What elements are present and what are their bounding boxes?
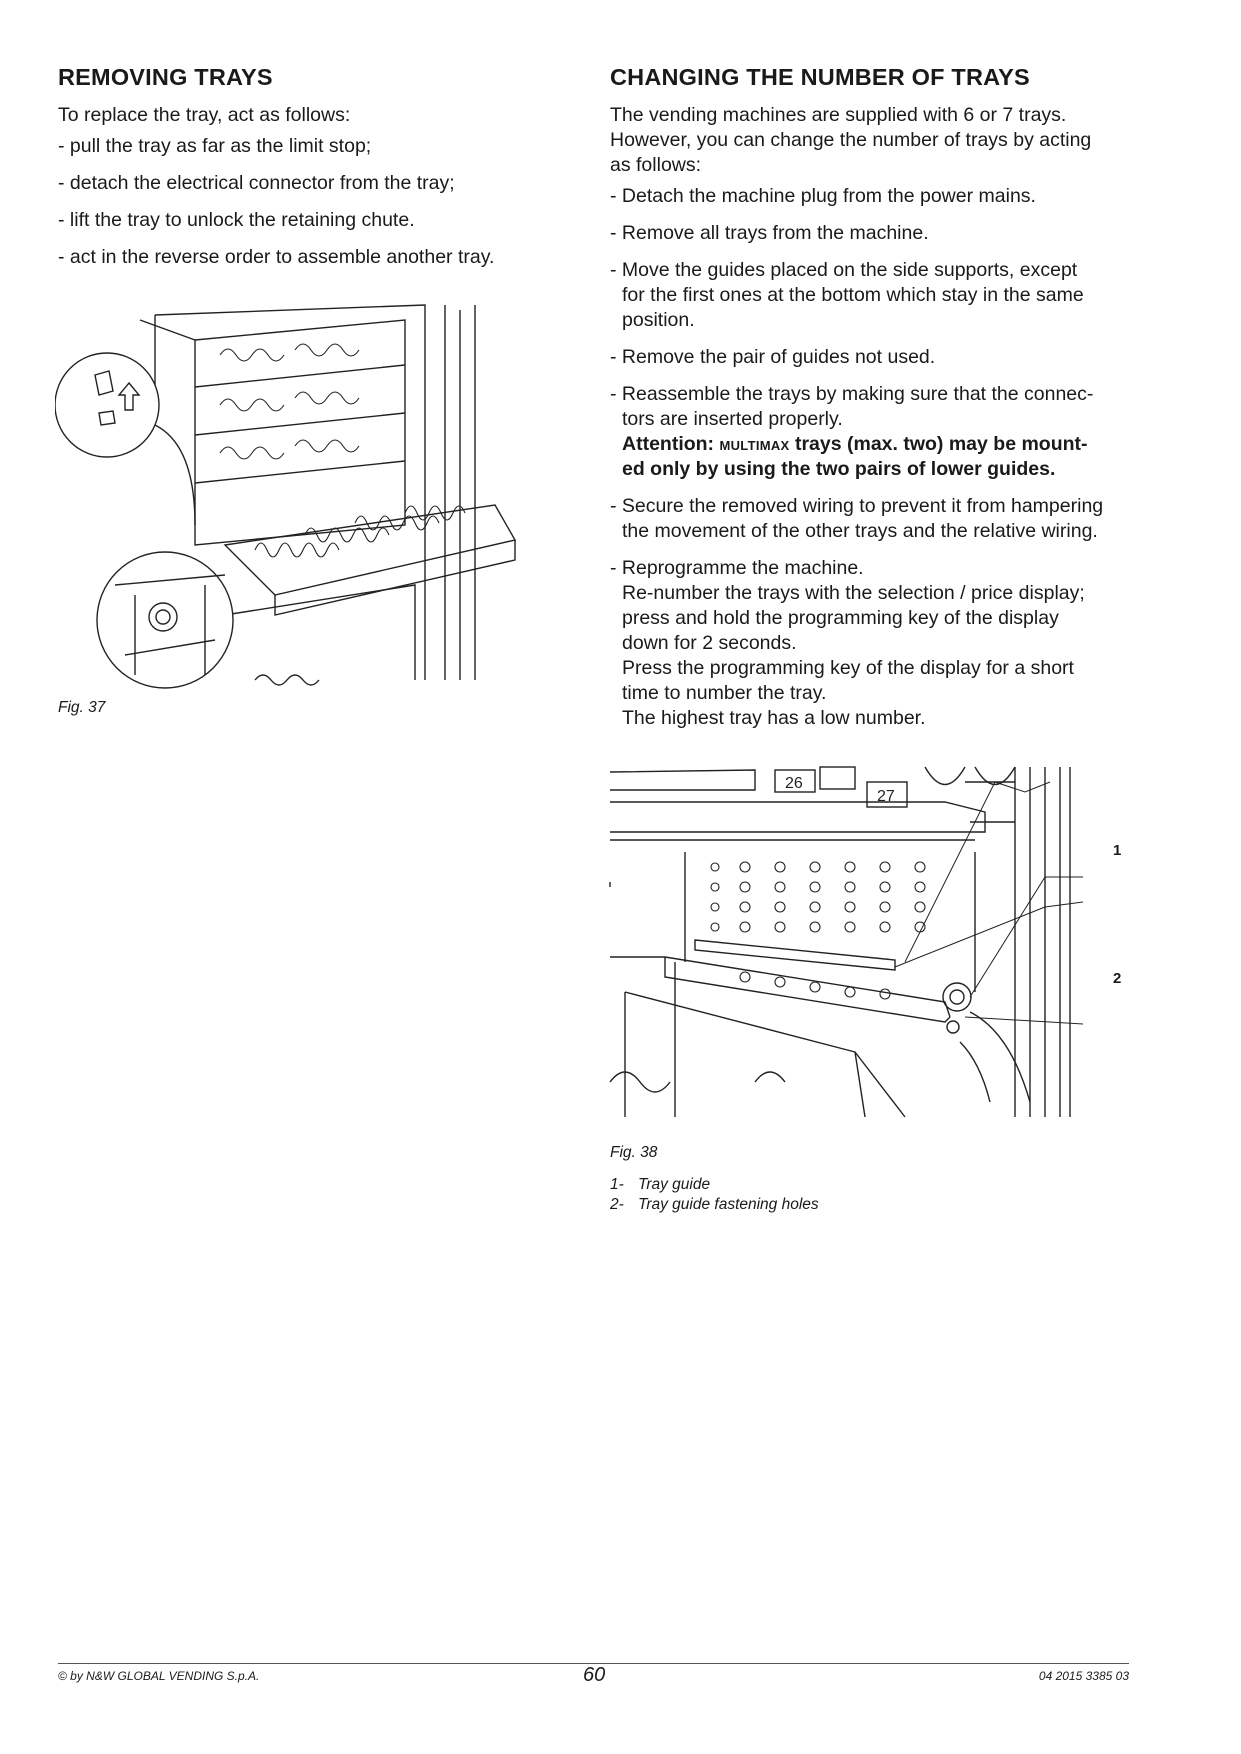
step-item: - lift the tray to unlock the retaining chute. bbox=[58, 209, 415, 231]
attention-label: Attention: bbox=[622, 433, 715, 455]
intro-text: To replace the tray, act as follows: bbox=[58, 104, 351, 126]
legend-num: 2- bbox=[610, 1196, 624, 1213]
step-item-cont: for the first ones at the bottom which stay in the same bbox=[622, 284, 1084, 306]
step-item-cont: the movement of the other trays and the relative wiring. bbox=[622, 520, 1098, 542]
step-item: - Secure the removed wiring to prevent it from hampering bbox=[610, 495, 1104, 517]
tray-number-27: 27 bbox=[877, 788, 895, 805]
step-item: - Detach the machine plug from the power mains. bbox=[610, 185, 1036, 207]
step-item-cont: press and hold the programming key of the display bbox=[622, 607, 1059, 629]
callout-line-2 bbox=[970, 877, 1045, 997]
intro-line: as follows: bbox=[610, 154, 702, 176]
step-item: - pull the tray as far as the limit stop; bbox=[58, 135, 372, 157]
step-item-cont: position. bbox=[622, 309, 695, 331]
step-item: - Reprogramme the machine. bbox=[610, 557, 864, 579]
section-title: CHANGING THE NUMBER OF TRAYS bbox=[610, 64, 1030, 90]
step-item-cont: Re-number the trays with the selection / price display; bbox=[622, 582, 1085, 604]
tray-number-26: 26 bbox=[785, 775, 803, 792]
figure-caption: Fig. 37 bbox=[58, 699, 106, 716]
step-item-cont: time to number the tray. bbox=[622, 682, 827, 704]
callout-1: 1 bbox=[1113, 842, 1122, 859]
attention-text: trays (max. two) may be mount- bbox=[794, 433, 1088, 455]
attention-note-cont: ed only by using the two pairs of lower guides. bbox=[622, 458, 1056, 480]
legend-text: Tray guide bbox=[638, 1176, 711, 1193]
legend-num: 1- bbox=[610, 1176, 624, 1193]
step-item-cont: The highest tray has a low number. bbox=[622, 707, 926, 729]
step-item: - Move the guides placed on the side supports, except bbox=[610, 259, 1078, 281]
step-item: - act in the reverse order to assemble another tray. bbox=[58, 246, 495, 268]
footer-doc-code: 04 2015 3385 03 bbox=[1038, 1669, 1129, 1683]
figure-caption: Fig. 38 bbox=[610, 1144, 658, 1161]
legend-text: Tray guide fastening holes bbox=[638, 1196, 819, 1213]
step-item: - Remove all trays from the machine. bbox=[610, 222, 929, 244]
attention-brand: MULTIMAX bbox=[719, 438, 790, 453]
fastening-hole bbox=[943, 983, 971, 1011]
figure-38-tray-guides bbox=[605, 762, 1125, 1124]
intro-line: However, you can change the number of trays by acting bbox=[610, 129, 1092, 151]
step-item: - Reassemble the trays by making sure that the connec- bbox=[610, 383, 1094, 405]
step-item-cont: Press the programming key of the display for a short bbox=[622, 657, 1074, 679]
spirals bbox=[220, 344, 359, 459]
page-number: 60 bbox=[583, 1664, 606, 1686]
figure-37-tray-removal bbox=[55, 295, 525, 690]
tray-guide bbox=[695, 940, 895, 970]
callout-2: 2 bbox=[1113, 970, 1122, 987]
step-item-cont: tors are inserted properly. bbox=[622, 408, 843, 430]
step-item: - detach the electrical connector from the tray; bbox=[58, 172, 455, 194]
attention-note bbox=[610, 432, 1088, 458]
section-title: REMOVING TRAYS bbox=[58, 64, 273, 90]
intro-line: The vending machines are supplied with 6 or 7 trays. bbox=[610, 104, 1067, 126]
step-item: - Remove the pair of guides not used. bbox=[610, 346, 936, 368]
panel-holes bbox=[711, 862, 925, 999]
footer-copyright: © by N&W GLOBAL VENDING S.p.A. bbox=[58, 1669, 260, 1683]
step-item-cont: down for 2 seconds. bbox=[622, 632, 797, 654]
